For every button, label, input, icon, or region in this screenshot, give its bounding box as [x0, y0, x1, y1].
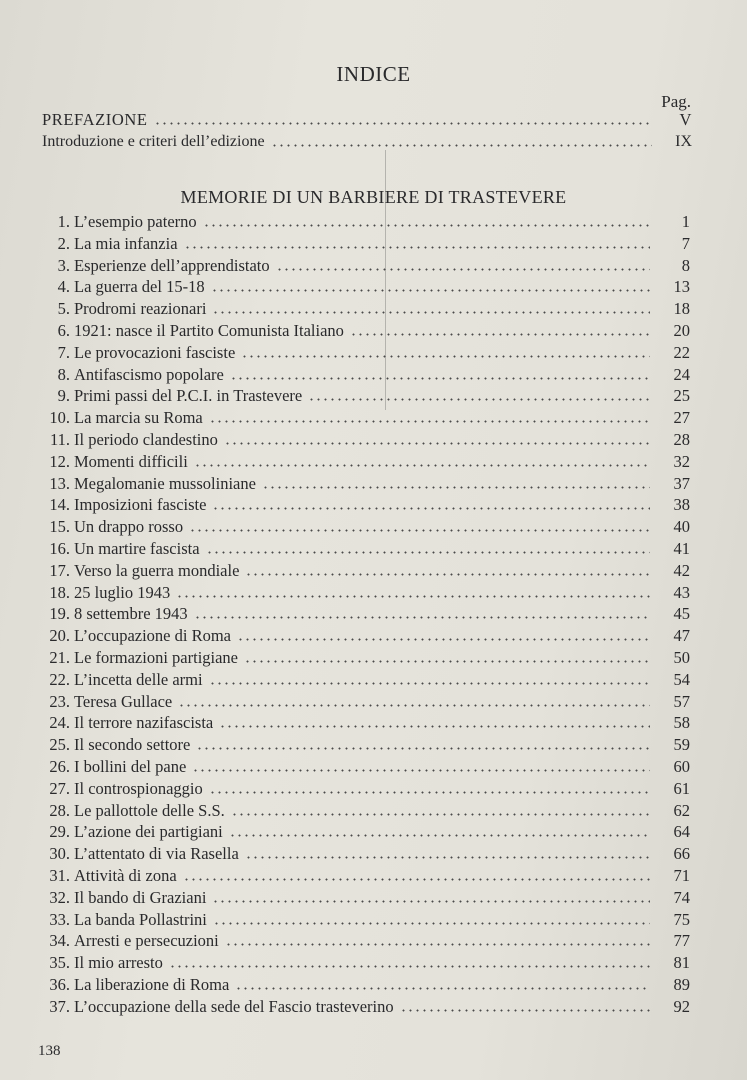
chapter-number: 29.	[49, 822, 70, 842]
chapter-title: La banda Pollastrini	[74, 909, 207, 929]
chapter-number: 13.	[49, 473, 70, 493]
chapter-page: 28	[673, 429, 690, 449]
chapter-number: 37.	[49, 996, 70, 1016]
chapter-entry	[40, 975, 690, 994]
chapter-page: 81	[673, 953, 690, 973]
chapter-entry	[40, 866, 690, 885]
chapter-title: La guerra del 15-18	[74, 277, 205, 297]
chapter-title: Momenti difficili	[74, 451, 188, 471]
chapter-number: 16.	[49, 538, 70, 558]
chapter-entry	[40, 997, 690, 1016]
chapter-number: 14.	[49, 495, 70, 515]
dot-leader	[212, 899, 650, 904]
prelims-list	[42, 110, 692, 154]
dot-leader	[245, 572, 650, 577]
chapter-page: 27	[673, 408, 690, 428]
dot-leader	[176, 594, 650, 599]
chapter-page: 8	[681, 255, 690, 275]
dot-leader	[178, 703, 650, 708]
chapter-page: 59	[673, 735, 690, 755]
section-title: MEMORIE DI UN BARBIERE DI TRASTEVERE	[180, 187, 567, 207]
chapter-title: 25 luglio 1943	[74, 582, 171, 602]
chapter-number: 25.	[49, 735, 70, 755]
dot-leader	[400, 1008, 650, 1013]
dot-leader	[230, 376, 650, 381]
chapter-number: 3.	[57, 255, 70, 275]
chapter-page: 66	[673, 844, 690, 864]
chapter-title: 1921: nasce il Partito Comunista Italiano	[74, 320, 344, 340]
chapter-title: Le provocazioni fasciste	[74, 342, 236, 362]
chapter-number: 28.	[49, 800, 70, 820]
dot-leader	[206, 550, 650, 555]
chapter-page: 62	[673, 800, 690, 820]
chapter-title: L’occupazione della sede del Fascio trasteverino	[74, 996, 394, 1016]
prelim-page: V	[679, 110, 692, 129]
chapter-entry	[40, 234, 690, 253]
prelim-title: PREFAZIONE	[42, 110, 148, 129]
chapter-page: 20	[673, 320, 690, 340]
chapter-number: 11.	[49, 429, 70, 449]
chapter-number: 9.	[57, 386, 70, 406]
chapter-page: 92	[673, 996, 690, 1016]
prelim-entry	[42, 110, 692, 129]
chapter-number: 4.	[57, 277, 70, 297]
chapter-page: 24	[673, 364, 690, 384]
chapter-page: 38	[673, 495, 690, 515]
chapter-entry	[40, 801, 690, 820]
chapter-number: 15.	[49, 517, 70, 537]
chapter-number: 35.	[49, 953, 70, 973]
dot-leader	[237, 637, 650, 642]
chapter-title: 8 settembre 1943	[74, 604, 188, 624]
chapter-page: 50	[673, 647, 690, 667]
dot-leader	[212, 310, 650, 315]
chapter-page: 60	[673, 756, 690, 776]
chapter-entry	[40, 256, 690, 275]
chapter-entry	[40, 953, 690, 972]
prelim-entry	[42, 132, 692, 151]
chapter-page: 64	[673, 822, 690, 842]
dot-leader	[192, 768, 650, 773]
chapter-entry	[40, 735, 690, 754]
dot-leader	[231, 812, 650, 817]
dot-leader	[235, 986, 650, 991]
dot-leader	[271, 143, 652, 148]
chapter-number: 27.	[49, 778, 70, 798]
chapter-number: 1.	[57, 212, 70, 231]
chapter-number: 19.	[49, 604, 70, 624]
chapter-entry	[40, 692, 690, 711]
chapter-page: 42	[673, 560, 690, 580]
dot-leader	[241, 354, 650, 359]
chapter-number: 36.	[49, 974, 70, 994]
chapter-page: 45	[673, 604, 690, 624]
chapter-entry	[40, 452, 690, 471]
chapter-page: 47	[673, 626, 690, 646]
dot-leader	[189, 528, 650, 533]
chapter-page: 57	[673, 691, 690, 711]
chapter-entry	[40, 561, 690, 580]
chapter-title: Il secondo settore	[74, 735, 191, 755]
chapter-number: 22.	[49, 669, 70, 689]
chapter-title: Il mio arresto	[74, 953, 163, 973]
chapter-entry	[40, 365, 690, 384]
chapter-number: 12.	[49, 451, 70, 471]
chapter-title: Un martire fascista	[74, 538, 200, 558]
dot-leader	[183, 877, 650, 882]
chapter-title: L’incetta delle armi	[74, 669, 203, 689]
dot-leader	[203, 223, 650, 228]
index-title: INDICE	[336, 62, 411, 86]
chapter-title: Attività di zona	[74, 865, 177, 885]
chapter-entry	[40, 539, 690, 558]
dot-leader	[194, 463, 650, 468]
chapter-entry	[40, 212, 690, 231]
dot-leader	[308, 397, 650, 402]
chapter-title: L’esempio paterno	[74, 212, 197, 231]
dot-leader	[194, 615, 650, 620]
dot-leader	[262, 485, 650, 490]
dot-leader	[211, 288, 650, 293]
chapter-page: 75	[673, 909, 690, 929]
chapter-page: 22	[673, 342, 690, 362]
chapter-number: 26.	[49, 756, 70, 776]
chapter-page: 54	[673, 669, 690, 689]
chapter-number: 24.	[49, 713, 70, 733]
chapter-number: 23.	[49, 691, 70, 711]
chapter-title: La mia infanzia	[74, 233, 178, 253]
dot-leader	[224, 441, 650, 446]
chapter-title: L’attentato di via Rasella	[74, 844, 239, 864]
chapter-number: 20.	[49, 626, 70, 646]
chapter-number: 5.	[57, 299, 70, 319]
chapter-number: 18.	[49, 582, 70, 602]
chapter-title: Il controspionaggio	[74, 778, 203, 798]
dot-leader	[184, 245, 650, 250]
chapter-entry	[40, 495, 690, 514]
chapter-title: La liberazione di Roma	[74, 974, 230, 994]
chapter-number: 10.	[49, 408, 70, 428]
chapter-page: 7	[681, 233, 690, 253]
chapter-page: 58	[673, 713, 690, 733]
chapter-entry	[40, 343, 690, 362]
chapter-entry	[40, 583, 690, 602]
chapter-entry	[40, 299, 690, 318]
chapter-entry	[40, 517, 690, 536]
chapter-title: Arresti e persecuzioni	[74, 931, 219, 951]
chapter-number: 33.	[49, 909, 70, 929]
chapter-title: Le formazioni partigiane	[74, 647, 239, 667]
chapter-title: Il terrore nazifascista	[74, 713, 214, 733]
chapter-page: 37	[673, 473, 690, 493]
chapter-entry	[40, 277, 690, 296]
chapter-page: 43	[673, 582, 690, 602]
chapter-entry	[40, 757, 690, 776]
chapter-page: 74	[673, 887, 690, 907]
chapter-entry	[40, 910, 690, 929]
chapter-entry	[40, 604, 690, 623]
chapter-title: I bollini del pane	[74, 756, 187, 776]
chapter-entry	[40, 670, 690, 689]
chapter-number: 6.	[57, 320, 70, 340]
chapter-title: Prodromi reazionari	[74, 299, 207, 319]
chapter-page: 77	[673, 931, 690, 951]
chapter-number: 32.	[49, 887, 70, 907]
chapter-page: 25	[673, 386, 690, 406]
chapter-entry	[40, 474, 690, 493]
chapter-page: 71	[673, 865, 690, 885]
chapter-title: Le pallottole delle S.S.	[74, 800, 225, 820]
chapter-page: 41	[673, 538, 690, 558]
chapter-page: 61	[673, 778, 690, 798]
dot-leader	[209, 419, 650, 424]
chapter-title: L’occupazione di Roma	[74, 626, 232, 646]
prelim-page: IX	[675, 133, 692, 150]
prelim-title: Introduzione e criteri dell’edizione	[42, 133, 265, 150]
chapter-entry	[40, 822, 690, 841]
chapter-title: La marcia su Roma	[74, 408, 203, 428]
dot-leader	[245, 855, 650, 860]
chapter-number: 8.	[57, 364, 70, 384]
chapter-entry	[40, 626, 690, 645]
chapter-number: 31.	[49, 865, 70, 885]
dot-leader	[169, 964, 650, 969]
dot-leader	[196, 746, 650, 751]
chapter-entry	[40, 931, 690, 950]
chapter-entry	[40, 844, 690, 863]
chapter-entry	[40, 648, 690, 667]
chapter-number: 21.	[49, 647, 70, 667]
chapter-number: 7.	[57, 342, 70, 362]
dot-leader	[209, 790, 650, 795]
chapter-entry	[40, 713, 690, 732]
dot-leader	[244, 659, 650, 664]
chapter-title: Imposizioni fasciste	[74, 495, 207, 515]
chapter-title: Il bando di Graziani	[74, 887, 207, 907]
chapter-entry	[40, 386, 690, 405]
chapter-page: 32	[673, 451, 690, 471]
chapter-number: 17.	[49, 560, 70, 580]
chapter-page: 18	[673, 299, 690, 319]
chapter-page: 13	[673, 277, 690, 297]
page-column-label: Pag.	[661, 92, 691, 111]
dot-leader	[225, 942, 650, 947]
dot-leader	[212, 506, 650, 511]
chapter-list	[40, 212, 690, 1018]
chapter-entry	[40, 430, 690, 449]
chapter-page: 89	[673, 974, 690, 994]
dot-leader	[219, 724, 650, 729]
chapter-entry	[40, 408, 690, 427]
chapter-title: Primi passi del P.C.I. in Trastevere	[74, 386, 303, 406]
chapter-title: Esperienze dell’apprendistato	[74, 255, 270, 275]
dot-leader	[229, 833, 650, 838]
chapter-number: 34.	[49, 931, 70, 951]
chapter-title: Teresa Gullace	[74, 691, 173, 711]
chapter-title: Il periodo clandestino	[74, 429, 218, 449]
dot-leader	[276, 267, 650, 272]
dot-leader	[154, 121, 652, 126]
chapter-title: Un drappo rosso	[74, 517, 184, 537]
dot-leader	[350, 332, 650, 337]
chapter-number: 30.	[49, 844, 70, 864]
chapter-entry	[40, 321, 690, 340]
chapter-page: 1	[681, 212, 690, 231]
chapter-title: Megalomanie mussoliniane	[74, 473, 256, 493]
page-folio: 138	[38, 1043, 61, 1059]
dot-leader	[213, 921, 650, 926]
chapter-title: Antifascismo popolare	[74, 364, 224, 384]
chapter-title: L’azione dei partigiani	[74, 822, 223, 842]
chapter-number: 2.	[57, 233, 70, 253]
dot-leader	[209, 681, 650, 686]
chapter-entry	[40, 779, 690, 798]
chapter-entry	[40, 888, 690, 907]
chapter-title: Verso la guerra mondiale	[74, 560, 240, 580]
chapter-page: 40	[673, 517, 690, 537]
